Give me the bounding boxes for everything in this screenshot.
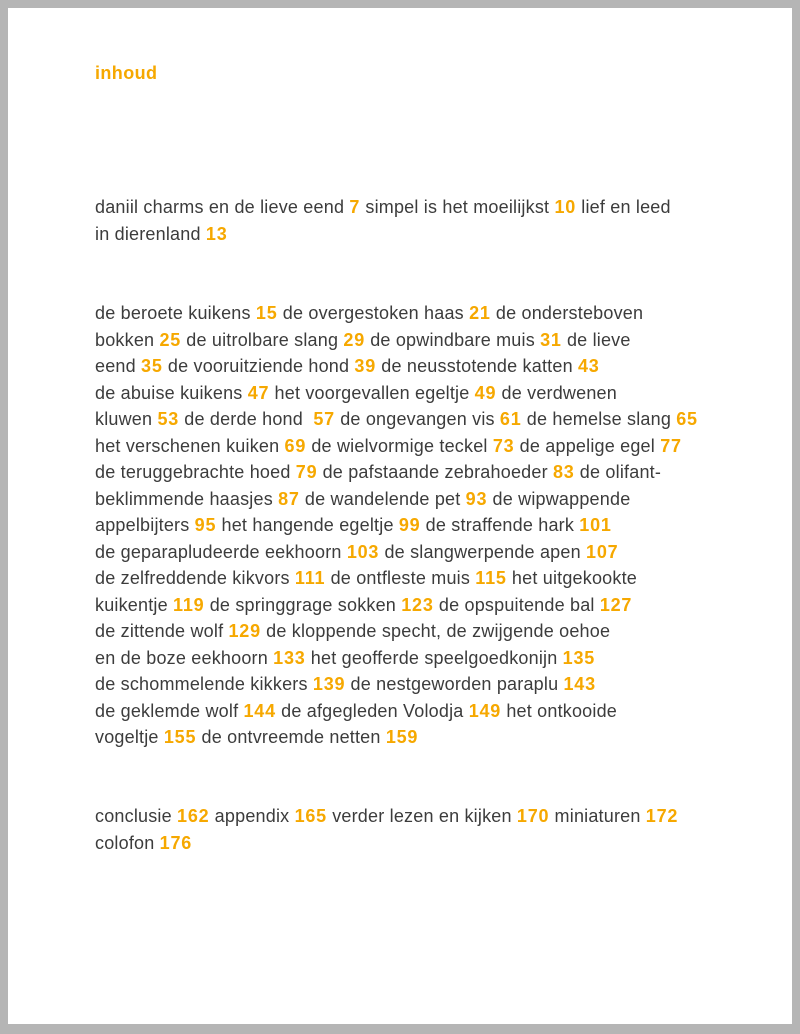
toc-line bbox=[95, 194, 671, 221]
toc-line bbox=[95, 433, 698, 460]
page-title: inhoud bbox=[95, 63, 158, 83]
page-number: 7 bbox=[349, 197, 361, 217]
page-number: 99 bbox=[398, 515, 421, 535]
page-number: 61 bbox=[499, 409, 522, 429]
page-number: 73 bbox=[492, 435, 515, 456]
entry-title: de opspuitende bal bbox=[433, 594, 600, 615]
page-number: 49 bbox=[474, 382, 497, 403]
page-number: 115 bbox=[475, 568, 507, 588]
page-number: 65 bbox=[676, 409, 698, 429]
entry-title: het geofferde speelgoedkonijn bbox=[305, 647, 563, 668]
entry-title: het hangende egeltje bbox=[216, 515, 399, 535]
entry-title: de pafstaande zebrahoeder bbox=[317, 462, 553, 482]
entry-title: de neusstotende katten bbox=[376, 356, 578, 376]
page-number: 107 bbox=[586, 541, 619, 562]
entry-title: de opwindbare muis bbox=[365, 329, 541, 350]
entry-title: miniaturen bbox=[549, 806, 646, 826]
entry-title: simpel is het moeilijkst bbox=[360, 197, 555, 217]
page-number: 95 bbox=[194, 515, 217, 535]
entry-title: de lieve bbox=[561, 329, 631, 350]
entry-title: de appelige egel bbox=[514, 435, 661, 456]
page-number: 165 bbox=[294, 806, 327, 826]
page-number: 144 bbox=[243, 700, 276, 721]
entry-title: appelbijters bbox=[95, 515, 195, 535]
entry-title: daniil charms en de lieve eend bbox=[95, 197, 350, 217]
page-number: 47 bbox=[247, 382, 270, 403]
entry-title: het ontkooide bbox=[501, 700, 618, 721]
entry-title: de zittende wolf bbox=[95, 621, 229, 641]
page-number: 149 bbox=[468, 700, 502, 721]
entry-title: lief en leed bbox=[576, 197, 671, 217]
entry-title: de ontvreemde netten bbox=[196, 727, 386, 747]
page-number: 119 bbox=[173, 594, 205, 615]
toc-line bbox=[95, 353, 698, 380]
entry-title: de ondersteboven bbox=[490, 303, 644, 323]
entry-title: de ongevangen vis bbox=[335, 409, 500, 429]
entry-title: de ontfleste muis bbox=[325, 568, 476, 588]
page-number: 103 bbox=[346, 541, 380, 562]
toc-line bbox=[95, 565, 698, 592]
page-number: 127 bbox=[599, 594, 633, 615]
entry-title: beklimmende haasjes bbox=[95, 488, 279, 509]
toc-line bbox=[95, 406, 698, 433]
page-number: 133 bbox=[273, 647, 306, 668]
page-number: 176 bbox=[159, 832, 193, 853]
page-number: 93 bbox=[465, 488, 488, 509]
page-number: 87 bbox=[278, 488, 300, 509]
entry-title: de derde hond bbox=[179, 409, 314, 429]
entry-title: de hemelse slang bbox=[521, 409, 677, 429]
page-number: 170 bbox=[516, 806, 550, 826]
page-number: 10 bbox=[554, 197, 577, 217]
entry-title: de beroete kuikens bbox=[95, 303, 256, 323]
toc-line bbox=[95, 645, 698, 672]
entry-title: de zelfreddende kikvors bbox=[95, 568, 295, 588]
page-number: 129 bbox=[228, 621, 261, 641]
entry-title: het voorgevallen egeltje bbox=[269, 382, 475, 403]
entry-title: conclusie bbox=[95, 806, 178, 826]
toc-line bbox=[95, 803, 678, 830]
entry-title: de kloppende specht, de zwijgende oehoe bbox=[260, 621, 611, 641]
entry-title: de slangwerpende apen bbox=[379, 541, 587, 562]
page-number: 83 bbox=[552, 462, 575, 482]
toc-line bbox=[95, 724, 698, 751]
toc-paragraph-backmatter bbox=[95, 803, 678, 856]
entry-title: appendix bbox=[209, 806, 295, 826]
entry-title: de geparapludeerde eekhoorn bbox=[95, 541, 347, 562]
entry-title: de schommelende kikkers bbox=[95, 674, 313, 694]
page-number: 43 bbox=[578, 356, 600, 376]
page-number: 123 bbox=[401, 594, 434, 615]
toc-line bbox=[95, 221, 671, 248]
page-number: 39 bbox=[354, 356, 377, 376]
page-number: 135 bbox=[562, 647, 596, 668]
page-number: 57 bbox=[313, 409, 335, 429]
toc-paragraph-intro bbox=[95, 194, 671, 247]
page-number: 155 bbox=[163, 727, 197, 747]
entry-title: vogeltje bbox=[95, 727, 164, 747]
entry-title: de verdwenen bbox=[496, 382, 617, 403]
page-number: 69 bbox=[284, 435, 307, 456]
toc-line bbox=[95, 698, 698, 725]
entry-title: het verschenen kuiken bbox=[95, 435, 285, 456]
page-number: 21 bbox=[469, 303, 491, 323]
entry-title: in dierenland bbox=[95, 223, 206, 244]
toc-line bbox=[95, 592, 698, 619]
toc-line bbox=[95, 830, 678, 857]
page-number: 53 bbox=[157, 409, 180, 429]
page-number: 143 bbox=[563, 674, 596, 694]
toc-line bbox=[95, 459, 698, 486]
entry-title: bokken bbox=[95, 329, 160, 350]
entry-title: de vooruitziende hond bbox=[162, 356, 355, 376]
page-number: 111 bbox=[294, 568, 326, 588]
page-number: 162 bbox=[177, 806, 210, 826]
toc-line bbox=[95, 512, 698, 539]
page-number: 15 bbox=[255, 303, 278, 323]
page-number: 139 bbox=[312, 674, 346, 694]
entry-title: de wipwappende bbox=[487, 488, 631, 509]
entry-title: de straffende hark bbox=[420, 515, 580, 535]
toc-line bbox=[95, 380, 698, 407]
page-number: 159 bbox=[385, 727, 419, 747]
entry-title: de springgrage sokken bbox=[204, 594, 402, 615]
entry-title: de abuise kuikens bbox=[95, 382, 248, 403]
page-number: 31 bbox=[540, 329, 562, 350]
entry-title: colofon bbox=[95, 832, 160, 853]
page-number: 172 bbox=[645, 806, 679, 826]
entry-title: het uitgekookte bbox=[506, 568, 637, 588]
entry-title: en de boze eekhoorn bbox=[95, 647, 274, 668]
entry-title: verder lezen en kijken bbox=[327, 806, 517, 826]
entry-title: de wandelende pet bbox=[299, 488, 466, 509]
entry-title: de nestgeworden paraplu bbox=[345, 674, 564, 694]
entry-title: de teruggebrachte hoed bbox=[95, 462, 296, 482]
page bbox=[8, 8, 792, 1024]
page-number: 79 bbox=[295, 462, 318, 482]
entry-title: eend bbox=[95, 356, 142, 376]
entry-title: de wielvormige teckel bbox=[306, 435, 493, 456]
page-number: 13 bbox=[205, 223, 228, 244]
page-number: 35 bbox=[141, 356, 163, 376]
entry-title: kuikentje bbox=[95, 594, 174, 615]
entry-title: de afgegleden Volodja bbox=[275, 700, 469, 721]
entry-title: de geklemde wolf bbox=[95, 700, 244, 721]
toc-line bbox=[95, 618, 698, 645]
toc-paragraph-stories bbox=[95, 300, 698, 751]
page-number: 77 bbox=[660, 435, 682, 456]
page-number: 29 bbox=[343, 329, 366, 350]
toc-line bbox=[95, 671, 698, 698]
toc-line bbox=[95, 486, 698, 513]
entry-title: de olifant- bbox=[574, 462, 662, 482]
entry-title: de uitrolbare slang bbox=[181, 329, 344, 350]
page-number: 25 bbox=[159, 329, 182, 350]
toc-line bbox=[95, 300, 698, 327]
entry-title: de overgestoken haas bbox=[277, 303, 470, 323]
toc-line bbox=[95, 327, 698, 354]
toc-line bbox=[95, 539, 698, 566]
entry-title: kluwen bbox=[95, 409, 158, 429]
page-number: 101 bbox=[579, 515, 612, 535]
